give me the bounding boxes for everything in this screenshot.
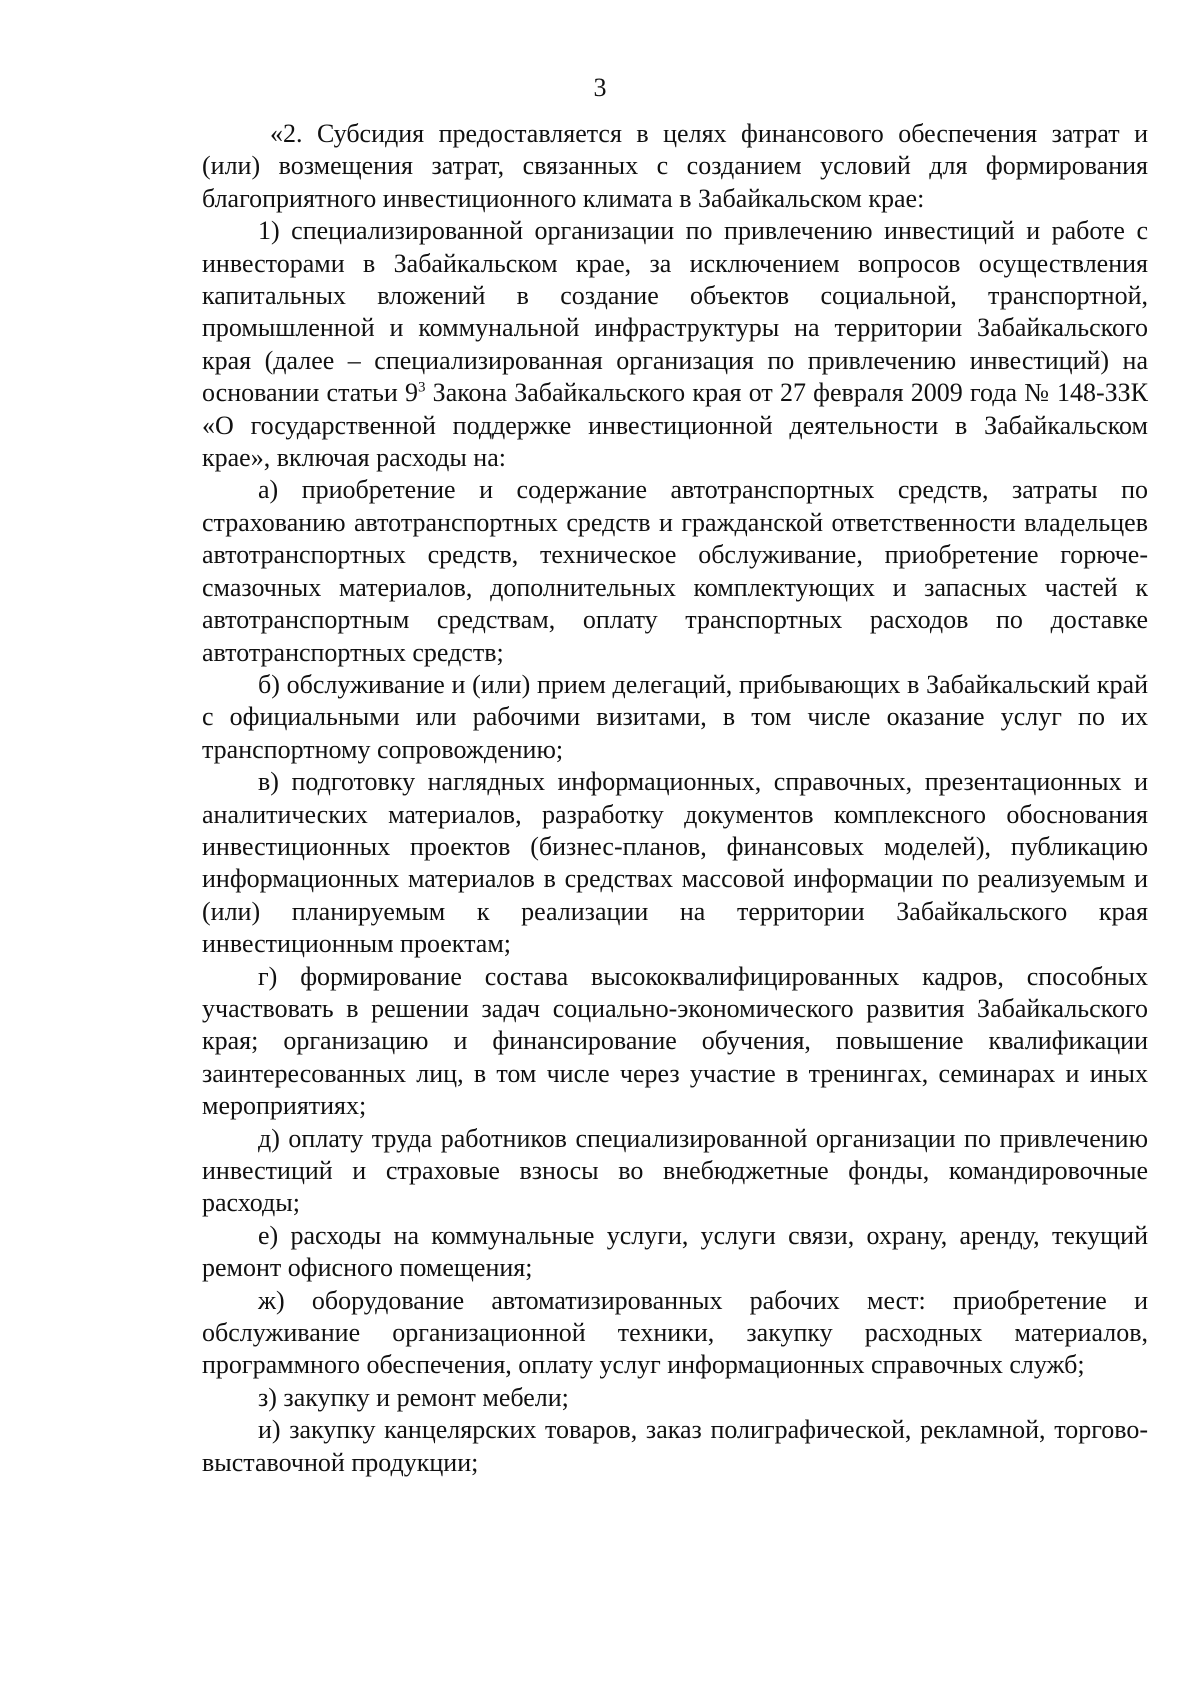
paragraph-item-v: в) подготовку наглядных информационных, справочных, презентационных и аналитических материалов, разработку документов комплексного обоснования инвестиционных проектов (бизнес-планов, финансовых моделей), публикацию информационных материалов в средствах массовой информации по реализуемым и (или) планируемым к реализации на территории Забайкальского края инвестиционным проектам; [202, 767, 1148, 959]
paragraph-item-z: з) закупку и ремонт мебели; [258, 1382, 569, 1412]
item-1-text-part-1: 1) специализированной организации по привлечению инвестиций и работе с инвесторами в Забайкальском крае, за исключением вопросов осуществления капитальных вложений в создание объектов социальной, транспортной, промышленной и коммунальной инфраструктуры на территории Забайкальского края (далее – специализированная организация по привлечению инвестиций) на основании статьи 9 [202, 216, 1148, 408]
paragraph-item-a: а) приобретение и содержание автотранспортных средств, затраты по страхованию автотранспортных средств и гражданской ответственности владельцев автотранспортных средств, техническое обслуживание, приобретение горюче-смазочных материалов, дополнительных комплектующих и запасных частей к автотранспортным средствам, оплату транспортных расходов по доставке автотранспортных средств; [202, 475, 1148, 667]
page-number: 3 [593, 73, 607, 102]
item-1-text-part-2: Закона Забайкальского края от 27 февраля 2009 года № 148-ЗЗК «О государственной поддержке инвестиционной деятельности в Забайкальском крае», включая расходы на: [202, 378, 1148, 473]
document-body [202, 118, 1148, 1479]
paragraph-item-g: г) формирование состава высококвалифицированных кадров, способных участвовать в решении задач социально-экономического развития Забайкальского края; организацию и финансирование обучения, повышение квалификации заинтересованных лиц, в том числе через участие в тренингах, семинарах и иных мероприятиях; [202, 961, 1148, 1121]
paragraph-item-zh: ж) оборудование автоматизированных рабочих мест: приобретение и обслуживание организационной техники, закупку расходных материалов, программного обеспечения, оплату услуг информационных справочных служб; [202, 1285, 1148, 1380]
paragraph-item-d: д) оплату труда работников специализированной организации по привлечению инвестиций и страховые взносы во внебюджетные фонды, командировочные расходы; [202, 1123, 1148, 1218]
item-1-superscript: 3 [417, 379, 426, 396]
paragraph-item-b: б) обслуживание и (или) прием делегаций, прибывающих в Забайкальский край с официальными или рабочими визитами, в том числе оказание услуг по их транспортному сопровождению; [202, 669, 1148, 764]
paragraph-item-i: и) закупку канцелярских товаров, заказ полиграфической, рекламной, торгово-выставочной продукции; [202, 1415, 1148, 1477]
paragraph-item-e: е) расходы на коммунальные услуги, услуги связи, охрану, аренду, текущий ремонт офисного помещения; [202, 1220, 1148, 1283]
paragraph-item-1 [202, 215, 1148, 474]
paragraph-intro: «2. Субсидия предоставляется в целях финансового обеспечения затрат и (или) возмещения затрат, связанных с созданием условий для формирования благоприятного инвестиционного климата в Забайкальском крае: [202, 119, 1148, 213]
